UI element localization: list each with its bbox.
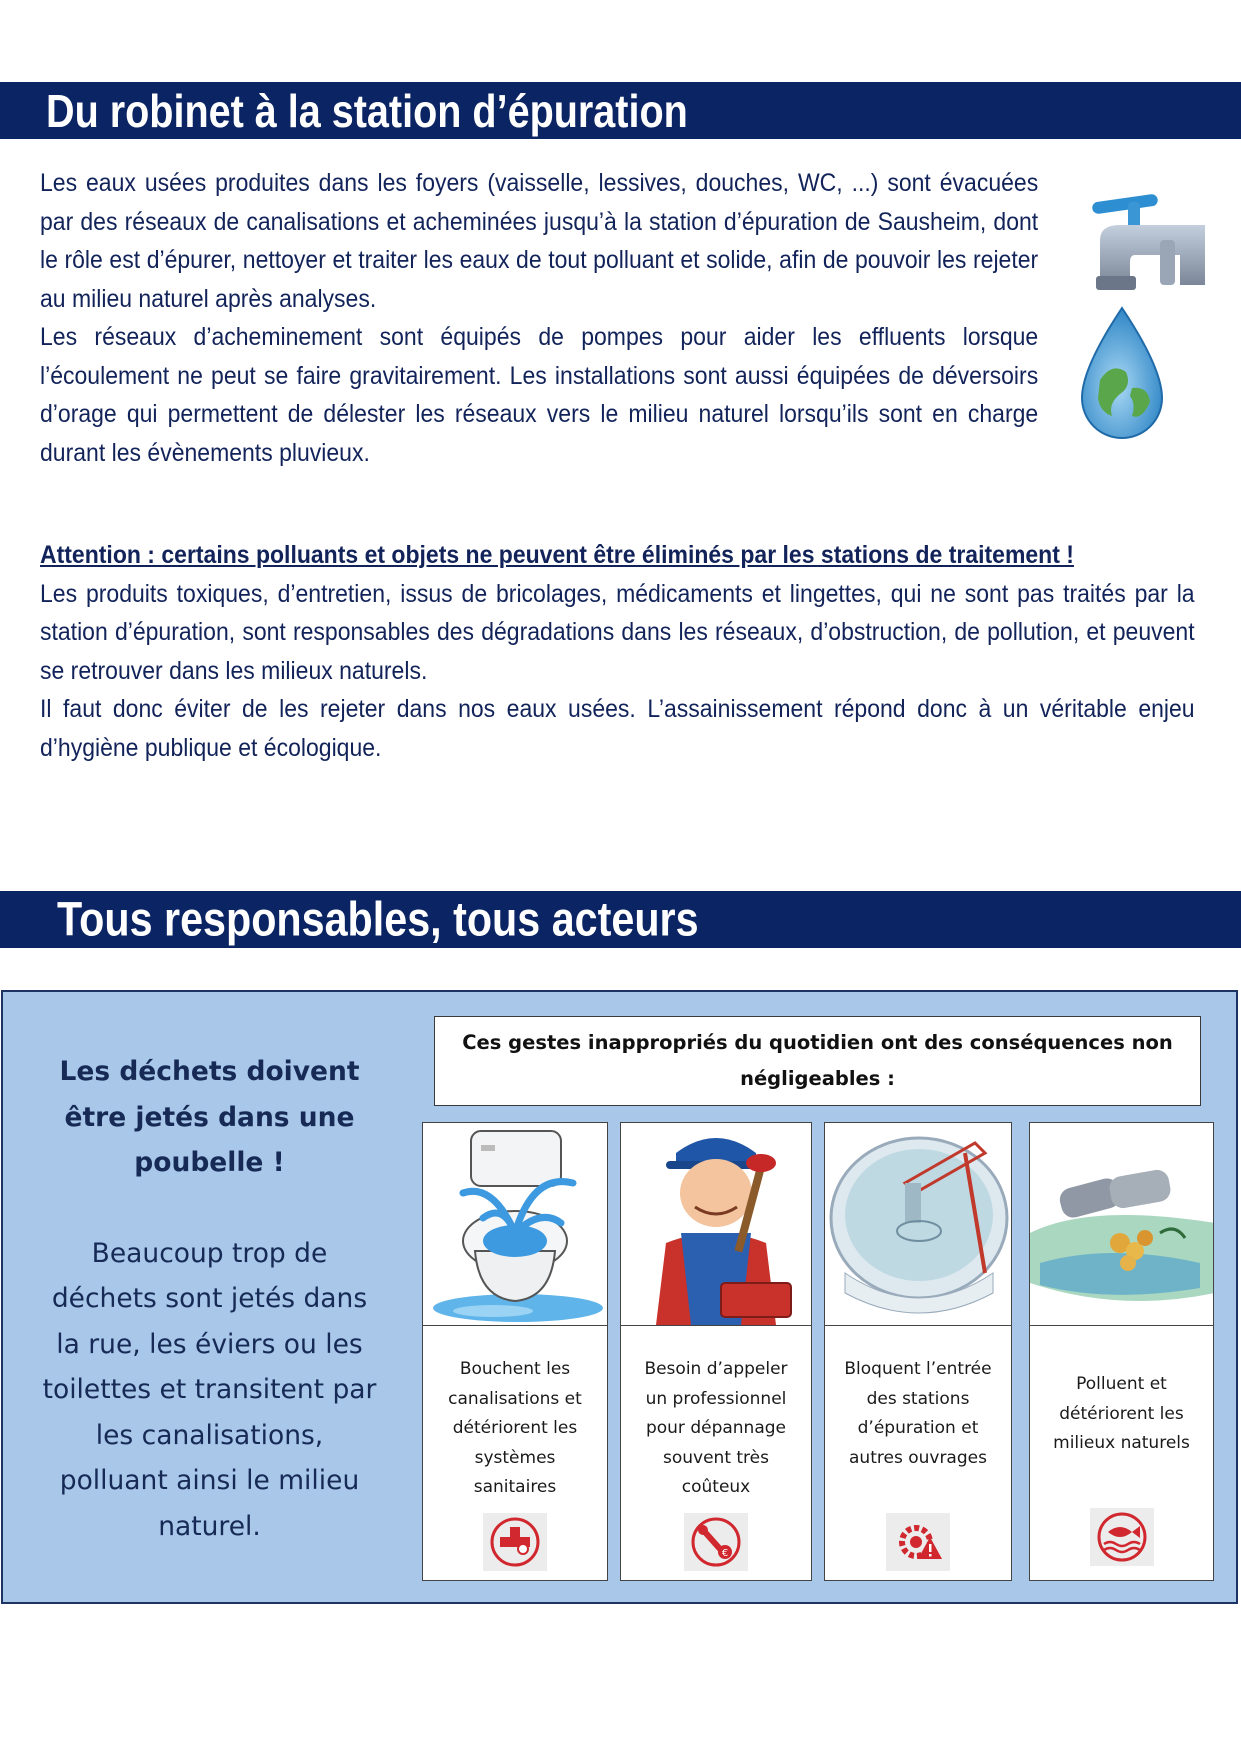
card-caption-line: détériorent les bbox=[1059, 1403, 1184, 1424]
side-body-line: la rue, les éviers ou les bbox=[56, 1328, 363, 1360]
card-caption-line: milieux naturels bbox=[1053, 1433, 1190, 1453]
card-caption-line: coûteux bbox=[681, 1477, 751, 1497]
intro-paragraph-1: Les eaux usées produites dans les foyers (vaisselle, lessives, douches, WC, ...) sont évacuées par des réseaux de canalisations et acheminées jusqu’à la station d’épuration de Sausheim, dont le rôle est d’épurer, nettoyer et traiter les eaux de tout polluant et solide, afin de pouvoir les rejeter au milieu naturel après analyses. bbox=[40, 169, 1039, 313]
fish-water-icon bbox=[1090, 1508, 1154, 1566]
pipe-blockage-icon bbox=[483, 1513, 547, 1571]
consequence-card bbox=[1029, 1122, 1214, 1581]
faucet-globe-illustration bbox=[1060, 190, 1210, 465]
warning-title: Attention : certains polluants et objets ne peuvent être éliminés par les stations de traitement ! bbox=[40, 541, 1074, 569]
card-caption bbox=[831, 1355, 1005, 1473]
side-body-line: toilettes et transitent par bbox=[42, 1374, 377, 1405]
gear-warning-icon bbox=[886, 1513, 950, 1571]
card-caption-line: détériorent les bbox=[452, 1418, 578, 1438]
card-caption-line: canalisations et bbox=[448, 1388, 582, 1409]
intro-paragraph-2: Les réseaux d’acheminement sont équipés de pompes pour aider les effluents lorsque l’écoulement ne peut se faire gravitairement. Les installations sont aussi équipées de déversoirs d’orage qui permettent de délester les réseaux vers le milieu naturel lorsqu’ils sont en charge durant les évènements pluvieux. bbox=[40, 323, 1039, 467]
card-caption-line: d’épuration et bbox=[857, 1418, 979, 1438]
card-caption-line: Bouchent les bbox=[459, 1359, 571, 1379]
section-title-bar-2 bbox=[0, 891, 1241, 948]
treatment-station-illustration bbox=[825, 1123, 1011, 1326]
side-body-line: les canalisations, bbox=[95, 1419, 324, 1451]
card-caption bbox=[429, 1355, 601, 1503]
card-caption-line: autres ouvrages bbox=[849, 1447, 987, 1468]
card-caption-line: souvent très bbox=[663, 1447, 769, 1468]
warning-text bbox=[40, 536, 1241, 767]
intro-text bbox=[40, 164, 1125, 472]
consequence-card bbox=[620, 1122, 812, 1581]
card-caption-line: Besoin d’appeler bbox=[644, 1359, 788, 1379]
card-caption bbox=[627, 1355, 805, 1503]
side-line-2: être jetés dans une bbox=[64, 1101, 355, 1133]
side-body-line: naturel. bbox=[158, 1510, 261, 1542]
pollution-illustration bbox=[1030, 1123, 1213, 1326]
card-caption-line: systèmes bbox=[474, 1447, 556, 1468]
side-body-line: déchets sont jetés dans bbox=[51, 1283, 368, 1314]
side-body-line: polluant ainsi le milieu bbox=[59, 1465, 360, 1496]
section-title-2: Tous responsables, tous acteurs bbox=[57, 893, 699, 946]
side-message bbox=[17, 1049, 402, 1549]
warning-paragraph-1: Les produits toxiques, d’entretien, issus de bricolages, médicaments et lingettes, qui ne sont pas traités par la station d’épuration, sont responsables des dégradations dans les réseaux, d’obstruction, de pollution, et peuvent se retrouver dans les milieux naturels. bbox=[40, 579, 1195, 685]
card-caption-line: un professionnel bbox=[645, 1388, 787, 1409]
gestes-heading-line-2: négligeables : bbox=[740, 1067, 895, 1090]
section-title: Du robinet à la station d’épuration bbox=[46, 84, 688, 137]
responsibility-panel bbox=[1, 990, 1238, 1604]
side-line-3: poubelle ! bbox=[134, 1147, 285, 1178]
gestes-heading-line-1: Ces gestes inappropriés du quotidien ont des conséquences non bbox=[462, 1031, 1173, 1054]
section-title-bar bbox=[0, 82, 1241, 139]
card-caption-line: sanitaires bbox=[473, 1477, 557, 1497]
consequence-card bbox=[824, 1122, 1012, 1581]
consequence-card bbox=[422, 1122, 608, 1581]
side-line-1: Les déchets doivent bbox=[59, 1056, 360, 1087]
card-caption-line: des stations bbox=[866, 1388, 970, 1409]
svg-text:€: € bbox=[721, 1548, 729, 1559]
wrench-euro-icon bbox=[684, 1513, 748, 1571]
side-body-line: Beaucoup trop de bbox=[91, 1237, 328, 1269]
plumber-illustration bbox=[621, 1123, 811, 1326]
gestes-heading bbox=[434, 1016, 1201, 1106]
card-caption-line: Bloquent l’entrée bbox=[844, 1359, 992, 1379]
card-caption-line: pour dépannage bbox=[645, 1418, 787, 1438]
warning-paragraph-2: Il faut donc éviter de les rejeter dans nos eaux usées. L’assainissement répond donc à un véritable enjeu d’hygiène publique et écologique. bbox=[40, 695, 1195, 762]
toilet-overflow-illustration bbox=[423, 1123, 607, 1326]
card-caption bbox=[1036, 1370, 1207, 1459]
card-caption-line: Polluent et bbox=[1076, 1374, 1167, 1394]
